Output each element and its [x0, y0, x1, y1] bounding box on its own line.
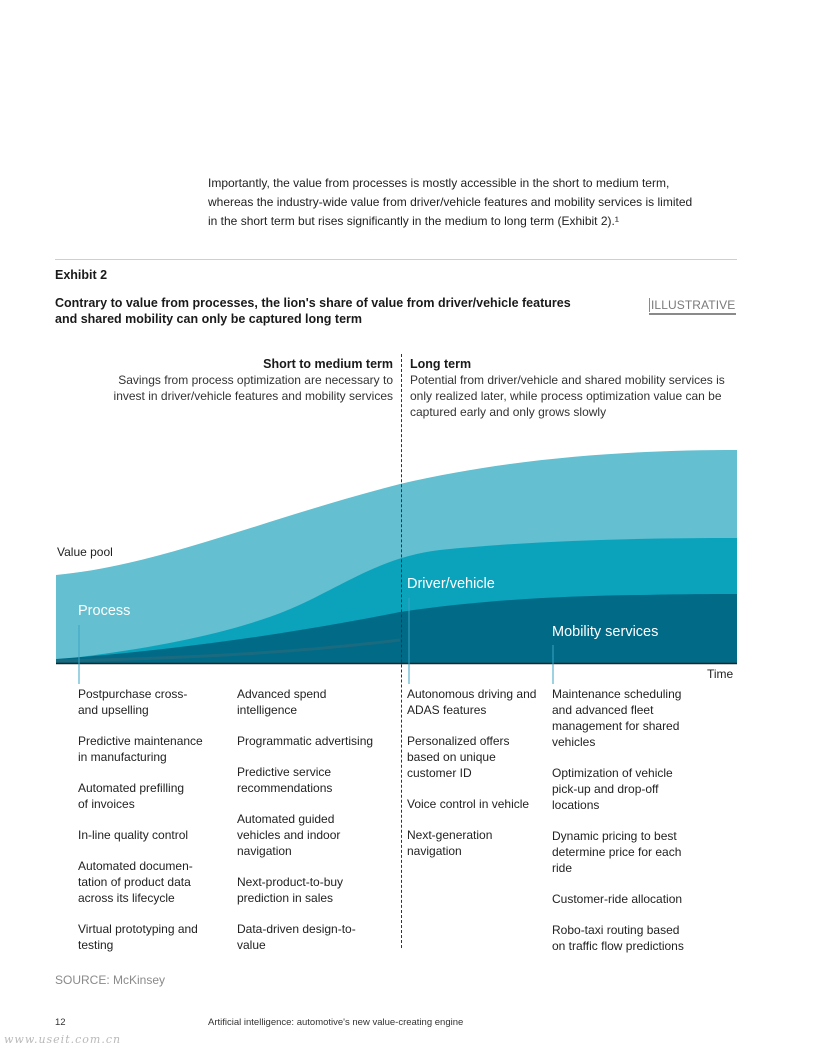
example-item-line: Autonomous driving and — [407, 687, 537, 701]
example-item-line: Virtual prototyping and — [78, 922, 198, 936]
phase-text: captured early and only grows slowly — [410, 405, 607, 419]
phase-text: only realized later, while process optimization value can be — [410, 389, 722, 403]
example-item-line: In-line quality control — [78, 828, 189, 842]
phase-heading: Short to medium term — [263, 357, 393, 371]
example-item-line: tation of product data — [78, 875, 191, 889]
example-item-line: determine price for each — [552, 845, 682, 859]
example-item — [407, 827, 549, 859]
example-item — [78, 858, 228, 906]
x-axis-label: Time — [707, 667, 734, 681]
column-mobility-services — [552, 686, 732, 969]
example-item-line: and upselling — [78, 703, 149, 717]
series-label-driver-vehicle: Driver/vehicle — [407, 576, 495, 592]
example-item-line: vehicles — [552, 735, 596, 749]
series-label-mobility: Mobility services — [552, 624, 659, 640]
source-note: SOURCE: McKinsey — [55, 973, 166, 987]
example-item-line: Predictive maintenance — [78, 734, 203, 748]
footer-title: Artificial intelligence: automotive's new value-creating engine — [208, 1017, 464, 1028]
example-item-line: Robo-taxi routing based — [552, 923, 680, 937]
example-item-line: Customer-ride allocation — [552, 892, 683, 906]
example-item — [237, 811, 397, 859]
example-item-line: based on unique — [407, 750, 496, 764]
example-item — [237, 764, 397, 796]
example-item — [78, 686, 228, 718]
phase-divider — [401, 354, 402, 948]
y-axis-label: Value pool — [57, 545, 113, 559]
example-item-line: Optimization of vehicle — [552, 766, 673, 780]
example-item — [237, 874, 397, 906]
example-item-line: Postpurchase cross- — [78, 687, 188, 701]
example-item-line: prediction in sales — [237, 891, 334, 905]
example-item — [78, 921, 228, 953]
intro-line: in the short term but rises significantly in the medium to long term (Exhibit 2).¹ — [208, 214, 619, 228]
example-item-line: and advanced fleet — [552, 703, 654, 717]
example-item — [78, 827, 228, 843]
page-number: 12 — [55, 1017, 66, 1028]
column-process-b — [237, 686, 397, 968]
example-item — [237, 921, 397, 953]
example-item-line: ride — [552, 861, 573, 875]
example-item — [552, 891, 732, 907]
example-item-line: ADAS features — [407, 703, 487, 717]
example-item — [407, 733, 549, 781]
example-item-line: intelligence — [237, 703, 298, 717]
example-item-line: management for shared — [552, 719, 680, 733]
example-item-line: Dynamic pricing to best — [552, 829, 677, 843]
illustrative-tag: ILLUSTRATIVE — [649, 297, 736, 315]
example-item-line: Next-generation — [407, 828, 493, 842]
example-item-line: Personalized offers — [407, 734, 510, 748]
example-item — [407, 796, 549, 812]
exhibit-label: Exhibit 2 — [55, 268, 108, 282]
example-item — [237, 686, 397, 718]
example-item-line: navigation — [237, 844, 292, 858]
exhibit-title-line: and shared mobility can only be captured long term — [55, 311, 363, 326]
example-item-line: Programmatic advertising — [237, 734, 374, 748]
phase-text: invest in driver/vehicle features and mobility services — [113, 389, 393, 403]
example-item — [552, 828, 732, 876]
intro-line: whereas the industry-wide value from driver/vehicle features and mobility services is limited — [208, 195, 693, 209]
example-item-line: Predictive service — [237, 765, 332, 779]
example-item-line: Next-product-to-buy — [237, 875, 344, 889]
phase-heading: Long term — [410, 357, 472, 371]
example-item — [552, 922, 732, 954]
example-item — [552, 765, 732, 813]
example-item-line: Advanced spend — [237, 687, 327, 701]
example-item — [78, 733, 228, 765]
watermark: www.useit.com.cn — [4, 1033, 122, 1046]
intro-line: Importantly, the value from processes is mostly accessible in the short to medium term, — [208, 176, 670, 190]
example-item-line: in manufacturing — [78, 750, 167, 764]
example-item-line: Automated prefilling — [78, 781, 185, 795]
example-item-line: Maintenance scheduling — [552, 687, 682, 701]
example-item-line: of invoices — [78, 797, 135, 811]
exhibit-title-line: Contrary to value from processes, the lion's share of value from driver/vehicle features — [55, 296, 571, 310]
series-label-process: Process — [78, 603, 131, 619]
example-item-line: vehicles and indoor — [237, 828, 341, 842]
example-item-line: Data-driven design-to- — [237, 922, 356, 936]
example-item-line: pick-up and drop-off — [552, 782, 659, 796]
example-item-line: across its lifecycle — [78, 891, 175, 905]
example-item-line: customer ID — [407, 766, 472, 780]
example-item — [78, 780, 228, 812]
column-driver-vehicle — [407, 686, 549, 874]
example-item-line: Automated guided — [237, 812, 335, 826]
example-item-line: Voice control in vehicle — [407, 797, 530, 811]
example-item — [237, 733, 397, 749]
example-item-line: locations — [552, 798, 600, 812]
example-item-line: navigation — [407, 844, 462, 858]
example-item-line: value — [237, 938, 266, 952]
example-item-line: on traffic flow predictions — [552, 939, 684, 953]
example-item-line: testing — [78, 938, 114, 952]
example-item-line: Automated documen- — [78, 859, 193, 873]
example-item — [552, 686, 732, 750]
example-item-line: recommendations — [237, 781, 333, 795]
phase-text: Potential from driver/vehicle and shared mobility services is — [410, 373, 725, 387]
column-process-a — [78, 686, 228, 968]
phase-text: Savings from process optimization are necessary to — [118, 373, 393, 387]
example-item — [407, 686, 549, 718]
